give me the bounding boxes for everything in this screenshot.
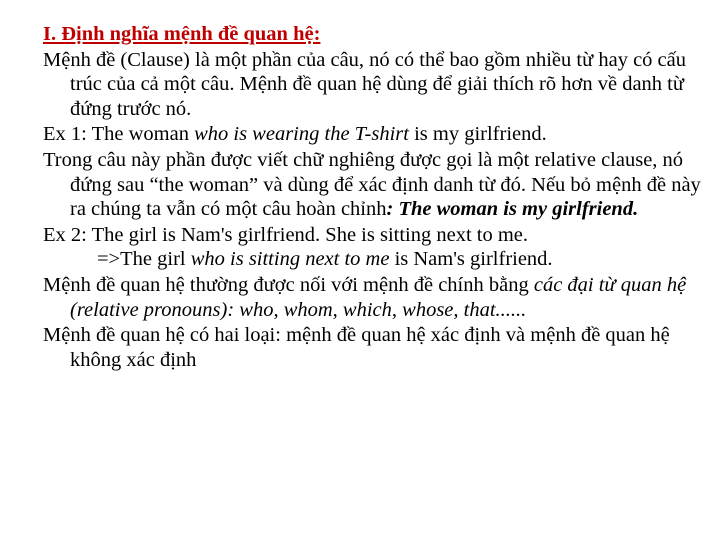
example-1-suffix: is my girlfriend.: [408, 123, 547, 146]
example-2-combined: [70, 247, 703, 272]
example-2-suffix: is Nam's girlfriend.: [389, 248, 553, 271]
pronouns-text: Mệnh đề quan hệ thường được nối với mệnh đề chính bằng: [43, 273, 534, 296]
example-2: [43, 223, 703, 272]
pronouns-paragraph: [43, 273, 703, 322]
explanation-emphasis: : The woman is my girlfriend.: [386, 198, 639, 221]
pronouns-list: các đại từ quan hệ (relative pronouns): who, whom, which, whose, that......: [70, 273, 687, 321]
types-paragraph: Mệnh đề quan hệ có hai loại: mệnh đề quan hệ xác định và mệnh đề quan hệ không xác định: [43, 324, 670, 371]
slide-content: [43, 22, 703, 373]
example-1-relative-clause: who is wearing the T-shirt: [194, 123, 409, 146]
example-1-prefix: Ex 1: The woman: [43, 123, 195, 146]
explanation-paragraph: [43, 148, 703, 222]
example-2-line-1: Ex 2: The girl is Nam's girlfriend. She is sitting next to me.: [43, 223, 529, 246]
definition-paragraph: Mệnh đề (Clause) là một phần của câu, nó có thể bao gồm nhiều từ hay có cấu trúc của cả một câu. Mệnh đề quan hệ dùng để giải thích rõ hơn về danh từ đứng trước nó.: [43, 48, 686, 120]
example-2-prefix: =>The girl: [97, 248, 191, 271]
section-heading: I. Định nghĩa mệnh đề quan hệ:: [43, 23, 321, 45]
explanation-text: Trong câu này phần được viết chữ nghiêng được gọi là một relative clause, nó đứng sau “the woman” và dùng để xác định danh từ đó. Nếu bỏ mệnh đề này ra chúng ta vẫn có một câu hoàn chỉnh: [43, 148, 701, 221]
example-1: [43, 122, 703, 147]
example-2-relative-clause: who is sitting next to me: [190, 248, 390, 271]
